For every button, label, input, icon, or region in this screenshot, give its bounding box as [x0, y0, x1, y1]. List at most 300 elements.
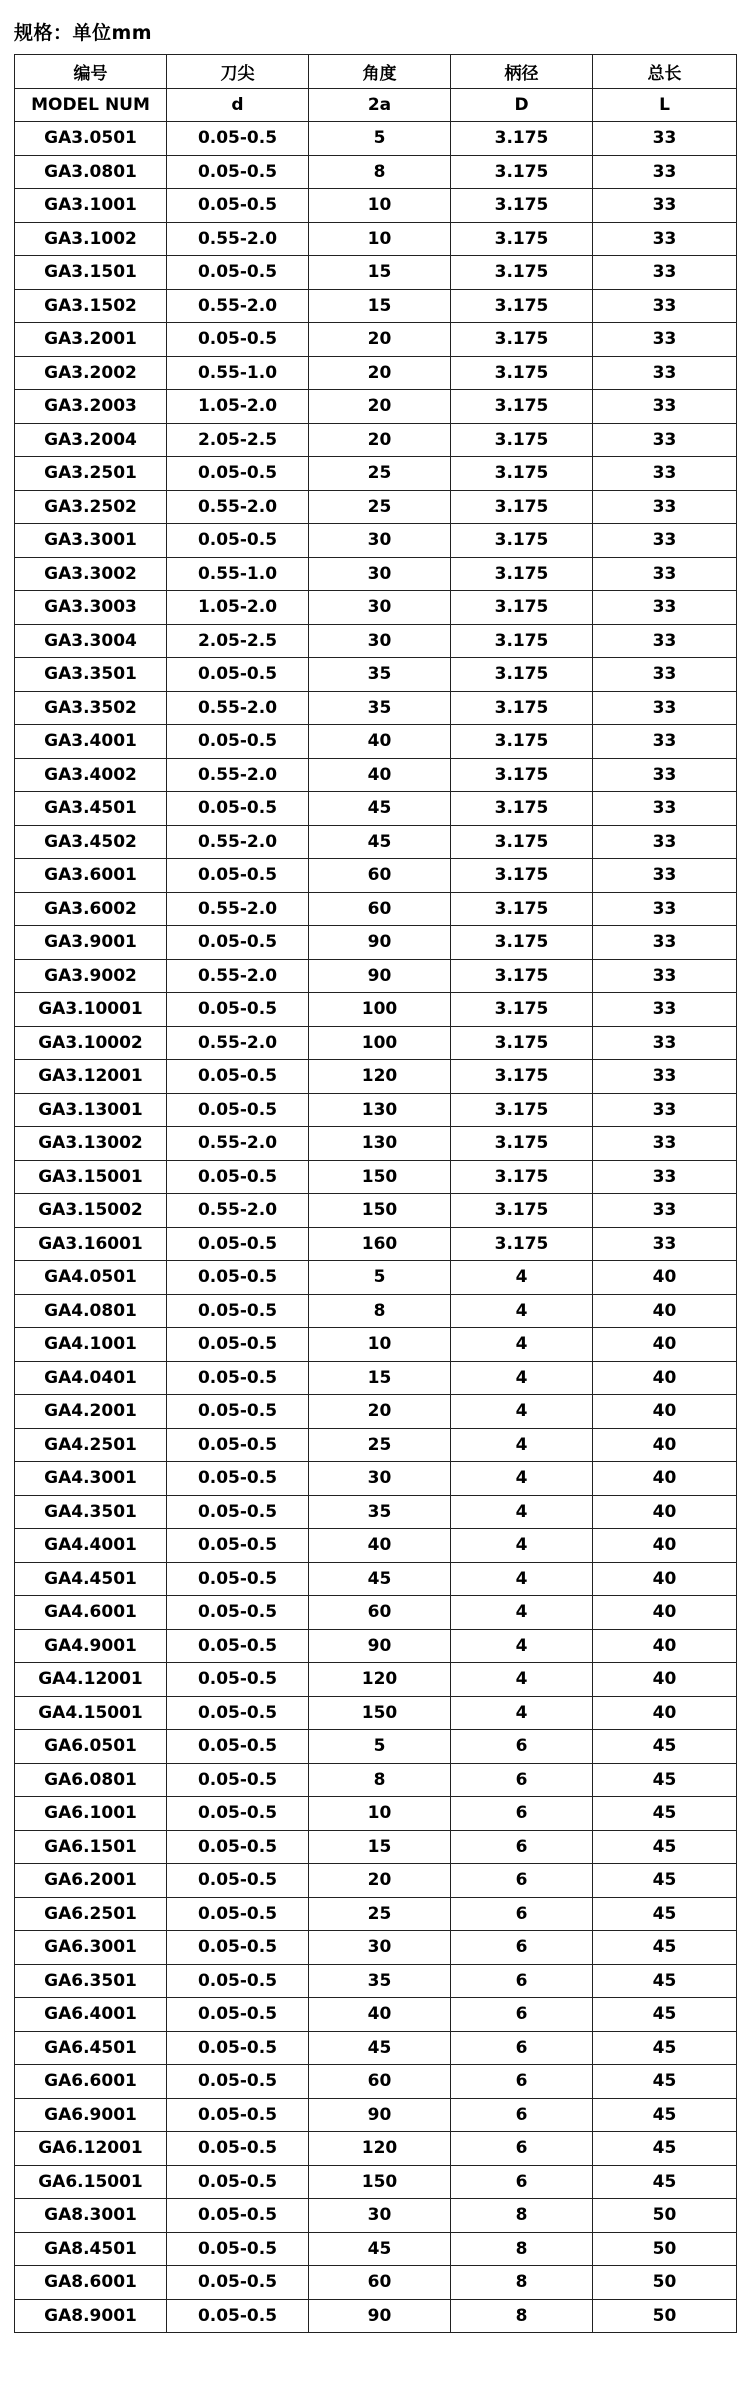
header-row-chinese — [15, 55, 737, 89]
length-cell: 45 — [593, 1864, 737, 1898]
model-cell: GA3.1001 — [15, 189, 167, 223]
length-cell: 33 — [593, 256, 737, 290]
model-cell: GA3.2003 — [15, 390, 167, 424]
table-row — [15, 1361, 737, 1395]
model-cell: GA3.2501 — [15, 457, 167, 491]
tip-cell: 0.05-0.5 — [167, 1730, 309, 1764]
table-row — [15, 1428, 737, 1462]
shank-cell: 6 — [451, 1964, 593, 1998]
tip-cell: 0.05-0.5 — [167, 1160, 309, 1194]
model-cell: GA3.6002 — [15, 892, 167, 926]
shank-cell: 3.175 — [451, 323, 593, 357]
tip-cell: 0.55-2.0 — [167, 1194, 309, 1228]
length-cell: 45 — [593, 2065, 737, 2099]
angle-cell: 35 — [309, 691, 451, 725]
tip-cell: 0.55-2.0 — [167, 289, 309, 323]
angle-cell: 130 — [309, 1127, 451, 1161]
angle-cell: 60 — [309, 1596, 451, 1630]
angle-cell: 60 — [309, 892, 451, 926]
table-row — [15, 859, 737, 893]
length-cell: 33 — [593, 959, 737, 993]
angle-cell: 8 — [309, 155, 451, 189]
model-cell: GA4.2501 — [15, 1428, 167, 1462]
shank-cell: 3.175 — [451, 490, 593, 524]
model-cell: GA3.3502 — [15, 691, 167, 725]
spec-table-body — [15, 122, 737, 2333]
shank-cell: 4 — [451, 1462, 593, 1496]
length-cell: 33 — [593, 390, 737, 424]
shank-cell: 6 — [451, 1897, 593, 1931]
length-cell: 40 — [593, 1696, 737, 1730]
length-cell: 33 — [593, 993, 737, 1027]
model-cell: GA4.15001 — [15, 1696, 167, 1730]
angle-cell: 25 — [309, 457, 451, 491]
table-row — [15, 1730, 737, 1764]
tip-cell: 0.05-0.5 — [167, 1294, 309, 1328]
table-row — [15, 926, 737, 960]
tip-cell: 0.05-0.5 — [167, 1596, 309, 1630]
model-cell: GA4.6001 — [15, 1596, 167, 1630]
length-cell: 40 — [593, 1428, 737, 1462]
shank-cell: 3.175 — [451, 1227, 593, 1261]
length-cell: 40 — [593, 1596, 737, 1630]
shank-cell: 3.175 — [451, 859, 593, 893]
angle-cell: 30 — [309, 2199, 451, 2233]
shank-cell: 8 — [451, 2199, 593, 2233]
table-row — [15, 1562, 737, 1596]
table-row — [15, 758, 737, 792]
length-cell: 45 — [593, 1763, 737, 1797]
model-cell: GA4.12001 — [15, 1663, 167, 1697]
model-cell: GA3.3004 — [15, 624, 167, 658]
header-shank-en: D — [451, 88, 593, 122]
tip-cell: 0.05-0.5 — [167, 658, 309, 692]
shank-cell: 4 — [451, 1361, 593, 1395]
tip-cell: 0.05-0.5 — [167, 1931, 309, 1965]
table-row — [15, 155, 737, 189]
length-cell: 33 — [593, 624, 737, 658]
shank-cell: 4 — [451, 1261, 593, 1295]
angle-cell: 40 — [309, 1529, 451, 1563]
table-row — [15, 1227, 737, 1261]
tip-cell: 0.55-2.0 — [167, 1127, 309, 1161]
shank-cell: 3.175 — [451, 926, 593, 960]
length-cell: 40 — [593, 1663, 737, 1697]
length-cell: 40 — [593, 1462, 737, 1496]
table-row — [15, 423, 737, 457]
shank-cell: 6 — [451, 1864, 593, 1898]
length-cell: 33 — [593, 1127, 737, 1161]
length-cell: 33 — [593, 423, 737, 457]
header-shank-cn: 柄径 — [451, 55, 593, 89]
model-cell: GA3.2502 — [15, 490, 167, 524]
table-row — [15, 323, 737, 357]
table-row — [15, 1931, 737, 1965]
length-cell: 33 — [593, 658, 737, 692]
length-cell: 33 — [593, 1093, 737, 1127]
length-cell: 40 — [593, 1562, 737, 1596]
tip-cell: 0.05-0.5 — [167, 1495, 309, 1529]
shank-cell: 3.175 — [451, 423, 593, 457]
tip-cell: 0.55-2.0 — [167, 959, 309, 993]
table-row — [15, 2232, 737, 2266]
tip-cell: 0.05-0.5 — [167, 1093, 309, 1127]
tip-cell: 0.55-2.0 — [167, 490, 309, 524]
tip-cell: 0.05-0.5 — [167, 2031, 309, 2065]
header-model-cn: 编号 — [15, 55, 167, 89]
tip-cell: 0.05-0.5 — [167, 2299, 309, 2333]
length-cell: 33 — [593, 122, 737, 156]
header-model-en: MODEL NUM — [15, 88, 167, 122]
tip-cell: 0.55-2.0 — [167, 1026, 309, 1060]
shank-cell: 4 — [451, 1294, 593, 1328]
tip-cell: 0.05-0.5 — [167, 2132, 309, 2166]
header-angle-en: 2a — [309, 88, 451, 122]
tip-cell: 0.05-0.5 — [167, 323, 309, 357]
shank-cell: 6 — [451, 1797, 593, 1831]
tip-cell: 0.05-0.5 — [167, 1763, 309, 1797]
length-cell: 33 — [593, 1026, 737, 1060]
angle-cell: 150 — [309, 2165, 451, 2199]
angle-cell: 40 — [309, 725, 451, 759]
header-angle-cn: 角度 — [309, 55, 451, 89]
model-cell: GA3.9001 — [15, 926, 167, 960]
table-row — [15, 390, 737, 424]
table-row — [15, 1294, 737, 1328]
shank-cell: 4 — [451, 1596, 593, 1630]
shank-cell: 3.175 — [451, 1060, 593, 1094]
length-cell: 40 — [593, 1529, 737, 1563]
table-row — [15, 1060, 737, 1094]
tip-cell: 0.55-2.0 — [167, 222, 309, 256]
tip-cell: 0.05-0.5 — [167, 1696, 309, 1730]
shank-cell: 3.175 — [451, 1026, 593, 1060]
shank-cell: 3.175 — [451, 222, 593, 256]
table-row — [15, 1763, 737, 1797]
tip-cell: 1.05-2.0 — [167, 390, 309, 424]
angle-cell: 5 — [309, 1261, 451, 1295]
table-row — [15, 1830, 737, 1864]
table-row — [15, 725, 737, 759]
length-cell: 40 — [593, 1629, 737, 1663]
tip-cell: 0.05-0.5 — [167, 1897, 309, 1931]
shank-cell: 4 — [451, 1428, 593, 1462]
table-row — [15, 1462, 737, 1496]
angle-cell: 150 — [309, 1160, 451, 1194]
angle-cell: 150 — [309, 1194, 451, 1228]
angle-cell: 20 — [309, 1395, 451, 1429]
angle-cell: 35 — [309, 1964, 451, 1998]
tip-cell: 0.05-0.5 — [167, 2199, 309, 2233]
model-cell: GA8.9001 — [15, 2299, 167, 2333]
model-cell: GA3.12001 — [15, 1060, 167, 1094]
model-cell: GA6.0801 — [15, 1763, 167, 1797]
table-row — [15, 1261, 737, 1295]
length-cell: 33 — [593, 457, 737, 491]
spec-caption: 规格：单位mm — [14, 22, 153, 44]
model-cell: GA3.1501 — [15, 256, 167, 290]
angle-cell: 35 — [309, 658, 451, 692]
angle-cell: 10 — [309, 1797, 451, 1831]
length-cell: 45 — [593, 2098, 737, 2132]
angle-cell: 60 — [309, 2266, 451, 2300]
shank-cell: 6 — [451, 1830, 593, 1864]
model-cell: GA3.3501 — [15, 658, 167, 692]
model-cell: GA6.12001 — [15, 2132, 167, 2166]
table-row — [15, 356, 737, 390]
angle-cell: 150 — [309, 1696, 451, 1730]
angle-cell: 15 — [309, 289, 451, 323]
table-row — [15, 256, 737, 290]
shank-cell: 3.175 — [451, 1194, 593, 1228]
shank-cell: 6 — [451, 1730, 593, 1764]
model-cell: GA4.3501 — [15, 1495, 167, 1529]
length-cell: 45 — [593, 1830, 737, 1864]
tip-cell: 0.05-0.5 — [167, 1562, 309, 1596]
tip-cell: 0.05-0.5 — [167, 1864, 309, 1898]
model-cell: GA3.3001 — [15, 524, 167, 558]
length-cell: 45 — [593, 1931, 737, 1965]
model-cell: GA3.13001 — [15, 1093, 167, 1127]
shank-cell: 3.175 — [451, 825, 593, 859]
model-cell: GA3.1002 — [15, 222, 167, 256]
angle-cell: 100 — [309, 1026, 451, 1060]
table-row — [15, 1596, 737, 1630]
tip-cell: 0.05-0.5 — [167, 1830, 309, 1864]
table-row — [15, 490, 737, 524]
angle-cell: 15 — [309, 1361, 451, 1395]
shank-cell: 3.175 — [451, 959, 593, 993]
angle-cell: 30 — [309, 524, 451, 558]
tip-cell: 0.05-0.5 — [167, 189, 309, 223]
table-row — [15, 959, 737, 993]
shank-cell: 3.175 — [451, 1093, 593, 1127]
shank-cell: 3.175 — [451, 658, 593, 692]
tip-cell: 0.05-0.5 — [167, 256, 309, 290]
length-cell: 33 — [593, 825, 737, 859]
model-cell: GA6.1501 — [15, 1830, 167, 1864]
table-row — [15, 1998, 737, 2032]
shank-cell: 4 — [451, 1529, 593, 1563]
tip-cell: 0.05-0.5 — [167, 1395, 309, 1429]
model-cell: GA3.2002 — [15, 356, 167, 390]
tip-cell: 0.05-0.5 — [167, 1361, 309, 1395]
tip-cell: 2.05-2.5 — [167, 624, 309, 658]
length-cell: 33 — [593, 189, 737, 223]
model-cell: GA4.2001 — [15, 1395, 167, 1429]
length-cell: 33 — [593, 155, 737, 189]
model-cell: GA6.0501 — [15, 1730, 167, 1764]
tip-cell: 2.05-2.5 — [167, 423, 309, 457]
length-cell: 50 — [593, 2199, 737, 2233]
model-cell: GA3.3002 — [15, 557, 167, 591]
angle-cell: 25 — [309, 1897, 451, 1931]
length-cell: 45 — [593, 1964, 737, 1998]
tip-cell: 0.05-0.5 — [167, 524, 309, 558]
model-cell: GA3.4002 — [15, 758, 167, 792]
length-cell: 33 — [593, 591, 737, 625]
angle-cell: 30 — [309, 624, 451, 658]
length-cell: 45 — [593, 2031, 737, 2065]
model-cell: GA6.2001 — [15, 1864, 167, 1898]
tip-cell: 0.05-0.5 — [167, 2232, 309, 2266]
model-cell: GA4.0401 — [15, 1361, 167, 1395]
length-cell: 45 — [593, 1897, 737, 1931]
tip-cell: 0.05-0.5 — [167, 993, 309, 1027]
length-cell: 33 — [593, 289, 737, 323]
table-row — [15, 1864, 737, 1898]
angle-cell: 30 — [309, 591, 451, 625]
tip-cell: 0.05-0.5 — [167, 155, 309, 189]
angle-cell: 25 — [309, 490, 451, 524]
table-row — [15, 792, 737, 826]
shank-cell: 3.175 — [451, 725, 593, 759]
tip-cell: 0.05-0.5 — [167, 1462, 309, 1496]
shank-cell: 3.175 — [451, 1127, 593, 1161]
shank-cell: 4 — [451, 1663, 593, 1697]
model-cell: GA3.1502 — [15, 289, 167, 323]
model-cell: GA3.15001 — [15, 1160, 167, 1194]
length-cell: 45 — [593, 1998, 737, 2032]
shank-cell: 6 — [451, 2132, 593, 2166]
table-row — [15, 524, 737, 558]
tip-cell: 0.05-0.5 — [167, 1964, 309, 1998]
model-cell: GA3.16001 — [15, 1227, 167, 1261]
model-cell: GA3.10001 — [15, 993, 167, 1027]
tip-cell: 0.55-1.0 — [167, 356, 309, 390]
tip-cell: 0.05-0.5 — [167, 1797, 309, 1831]
shank-cell: 8 — [451, 2299, 593, 2333]
length-cell: 33 — [593, 926, 737, 960]
angle-cell: 30 — [309, 1931, 451, 1965]
angle-cell: 45 — [309, 2232, 451, 2266]
shank-cell: 6 — [451, 2065, 593, 2099]
shank-cell: 3.175 — [451, 792, 593, 826]
length-cell: 33 — [593, 792, 737, 826]
tip-cell: 0.05-0.5 — [167, 122, 309, 156]
table-row — [15, 624, 737, 658]
model-cell: GA3.2004 — [15, 423, 167, 457]
shank-cell: 3.175 — [451, 390, 593, 424]
table-row — [15, 122, 737, 156]
model-cell: GA8.6001 — [15, 2266, 167, 2300]
angle-cell: 120 — [309, 1663, 451, 1697]
angle-cell: 40 — [309, 1998, 451, 2032]
table-row — [15, 1194, 737, 1228]
tip-cell: 0.05-0.5 — [167, 1261, 309, 1295]
shank-cell: 3.175 — [451, 356, 593, 390]
table-row — [15, 189, 737, 223]
tip-cell: 0.05-0.5 — [167, 725, 309, 759]
length-cell: 50 — [593, 2266, 737, 2300]
angle-cell: 20 — [309, 390, 451, 424]
angle-cell: 10 — [309, 189, 451, 223]
length-cell: 45 — [593, 2165, 737, 2199]
angle-cell: 60 — [309, 2065, 451, 2099]
length-cell: 45 — [593, 1797, 737, 1831]
shank-cell: 3.175 — [451, 1160, 593, 1194]
shank-cell: 6 — [451, 2031, 593, 2065]
angle-cell: 90 — [309, 1629, 451, 1663]
length-cell: 33 — [593, 524, 737, 558]
model-cell: GA4.3001 — [15, 1462, 167, 1496]
length-cell: 33 — [593, 356, 737, 390]
table-row — [15, 993, 737, 1027]
table-row — [15, 2199, 737, 2233]
model-cell: GA3.0801 — [15, 155, 167, 189]
length-cell: 40 — [593, 1495, 737, 1529]
shank-cell: 3.175 — [451, 624, 593, 658]
shank-cell: 3.175 — [451, 289, 593, 323]
angle-cell: 5 — [309, 1730, 451, 1764]
length-cell: 40 — [593, 1361, 737, 1395]
shank-cell: 3.175 — [451, 591, 593, 625]
angle-cell: 45 — [309, 1562, 451, 1596]
shank-cell: 6 — [451, 2165, 593, 2199]
length-cell: 50 — [593, 2299, 737, 2333]
angle-cell: 20 — [309, 323, 451, 357]
length-cell: 50 — [593, 2232, 737, 2266]
model-cell: GA6.2501 — [15, 1897, 167, 1931]
shank-cell: 6 — [451, 1763, 593, 1797]
length-cell: 33 — [593, 725, 737, 759]
model-cell: GA3.4501 — [15, 792, 167, 826]
model-cell: GA3.4001 — [15, 725, 167, 759]
angle-cell: 120 — [309, 2132, 451, 2166]
table-row — [15, 1395, 737, 1429]
length-cell: 40 — [593, 1395, 737, 1429]
shank-cell: 3.175 — [451, 457, 593, 491]
table-row — [15, 222, 737, 256]
tip-cell: 0.05-0.5 — [167, 2266, 309, 2300]
length-cell: 33 — [593, 1194, 737, 1228]
tip-cell: 0.55-2.0 — [167, 758, 309, 792]
length-cell: 40 — [593, 1294, 737, 1328]
model-cell: GA6.9001 — [15, 2098, 167, 2132]
angle-cell: 15 — [309, 256, 451, 290]
shank-cell: 4 — [451, 1328, 593, 1362]
angle-cell: 30 — [309, 1462, 451, 1496]
table-row — [15, 825, 737, 859]
shank-cell: 4 — [451, 1495, 593, 1529]
tip-cell: 0.05-0.5 — [167, 1529, 309, 1563]
angle-cell: 120 — [309, 1060, 451, 1094]
table-row — [15, 2266, 737, 2300]
shank-cell: 4 — [451, 1562, 593, 1596]
angle-cell: 8 — [309, 1763, 451, 1797]
table-row — [15, 691, 737, 725]
tip-cell: 0.05-0.5 — [167, 2165, 309, 2199]
angle-cell: 160 — [309, 1227, 451, 1261]
length-cell: 33 — [593, 1227, 737, 1261]
angle-cell: 15 — [309, 1830, 451, 1864]
table-row — [15, 1897, 737, 1931]
angle-cell: 90 — [309, 2299, 451, 2333]
tip-cell: 0.55-2.0 — [167, 892, 309, 926]
model-cell: GA4.0801 — [15, 1294, 167, 1328]
table-row — [15, 2165, 737, 2199]
length-cell: 33 — [593, 490, 737, 524]
table-row — [15, 1529, 737, 1563]
shank-cell: 6 — [451, 1998, 593, 2032]
table-row — [15, 591, 737, 625]
angle-cell: 90 — [309, 926, 451, 960]
model-cell: GA3.3003 — [15, 591, 167, 625]
length-cell: 33 — [593, 222, 737, 256]
table-row — [15, 2065, 737, 2099]
model-cell: GA6.3001 — [15, 1931, 167, 1965]
angle-cell: 10 — [309, 222, 451, 256]
